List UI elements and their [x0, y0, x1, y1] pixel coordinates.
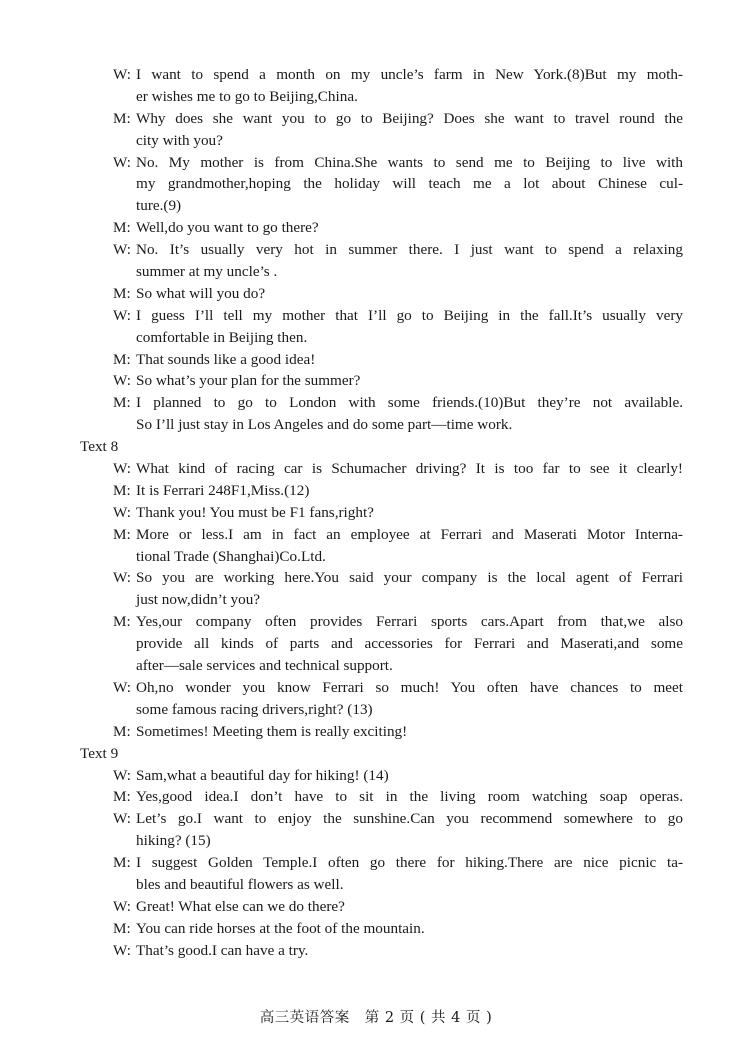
speaker-label: W: — [113, 306, 131, 324]
speaker-label: M: — [113, 284, 131, 302]
dialogue-text: Oh,no wonder you know Ferrari so much! You often have chances to meet — [136, 678, 683, 696]
speaker-label: W: — [113, 569, 131, 587]
dialogue-line — [0, 808, 752, 830]
dialogue-text: So I’ll just stay in Los Angeles and do some part—time work. — [136, 416, 513, 434]
dialogue-continuation — [0, 86, 752, 108]
dialogue-line — [0, 786, 752, 808]
dialogue-text: hiking? (15) — [136, 832, 211, 850]
dialogue-continuation — [0, 195, 752, 217]
speaker-label: M: — [113, 481, 131, 499]
dialogue-line — [0, 283, 752, 305]
dialogue-line — [0, 349, 752, 371]
dialogue-line — [0, 458, 752, 480]
dialogue-text: bles and beautiful flowers as well. — [136, 875, 344, 893]
dialogue-line — [0, 765, 752, 787]
dialogue-line — [0, 64, 752, 86]
dialogue-continuation — [0, 633, 752, 655]
dialogue-text: Why does she want you to go to Beijing? Does she want to travel round the — [136, 109, 683, 127]
dialogue-text: So what will you do? — [136, 284, 266, 302]
dialogue-line — [0, 940, 752, 962]
dialogue-text: Sometimes! Meeting them is really exciting! — [136, 722, 408, 740]
dialogue-line — [0, 392, 752, 414]
speaker-label: M: — [113, 919, 131, 937]
speaker-label: M: — [113, 788, 131, 806]
speaker-label: W: — [113, 66, 131, 83]
speaker-label: W: — [113, 372, 131, 390]
dialogue-line — [0, 305, 752, 327]
dialogue-text: Let’s go.I want to enjoy the sunshine.Can you recommend somewhere to go — [136, 810, 683, 828]
page-footer: 高三英语答案 第 2 页 ( 共 4 页 ) — [259, 1010, 493, 1026]
dialogue-text: tional Trade (Shanghai)Co.Ltd. — [136, 547, 326, 565]
section-heading-text: Text 8 — [80, 438, 119, 456]
dialogue-text: Yes,our company often provides Ferrari sports cars.Apart from that,we also — [136, 613, 683, 631]
dialogue-continuation — [0, 830, 752, 852]
dialogue-text: Well,do you want to go there? — [136, 219, 319, 237]
dialogue-line — [0, 918, 752, 940]
speaker-label: W: — [113, 503, 131, 521]
section-heading-text: Text 9 — [80, 744, 119, 762]
speaker-label: M: — [113, 854, 131, 872]
dialogue-line — [0, 611, 752, 633]
dialogue-text: No. My mother is from China.She wants to send me to Beijing to live with — [136, 153, 683, 171]
dialogue-line — [0, 480, 752, 502]
dialogue-line — [0, 524, 752, 546]
speaker-label: M: — [113, 109, 131, 127]
dialogue-line — [0, 852, 752, 874]
dialogue-text: some famous racing drivers,right? (13) — [136, 700, 373, 718]
section-heading — [0, 743, 752, 765]
dialogue-line — [0, 721, 752, 743]
dialogue-line — [0, 152, 752, 174]
dialogue-line — [0, 677, 752, 699]
dialogue-continuation — [0, 874, 752, 896]
speaker-label: W: — [113, 678, 131, 696]
speaker-label: M: — [113, 219, 131, 237]
dialogue-text: That sounds like a good idea! — [136, 350, 316, 368]
dialogue-text: just now,didn’t you? — [136, 591, 261, 609]
dialogue-text: It is Ferrari 248F1,Miss.(12) — [136, 481, 310, 499]
dialogue-text: I want to spend a month on my uncle’s farm in New York.(8)But my moth- — [136, 66, 683, 83]
dialogue-line — [0, 239, 752, 261]
dialogue-text: Sam,what a beautiful day for hiking! (14) — [136, 766, 389, 784]
section-heading — [0, 436, 752, 458]
dialogue-text: More or less.I am in fact an employee at Ferrari and Maserati Motor Interna- — [136, 525, 683, 543]
dialogue-text: er wishes me to go to Beijing,China. — [136, 87, 358, 105]
dialogue-text: ture.(9) — [136, 197, 182, 215]
dialogue-continuation — [0, 546, 752, 568]
speaker-label: W: — [113, 766, 131, 784]
dialogue-text: city with you? — [136, 131, 223, 149]
dialogue-line — [0, 502, 752, 524]
speaker-label: W: — [113, 153, 131, 171]
document-body — [0, 64, 752, 962]
dialogue-text: provide all kinds of parts and accessories for Ferrari and Maserati,and some — [136, 635, 683, 653]
dialogue-text: Yes,good idea.I don’t have to sit in the living room watching soap operas. — [136, 788, 683, 806]
speaker-label: W: — [113, 941, 131, 959]
dialogue-text: So you are working here.You said your company is the local agent of Ferrari — [136, 569, 683, 587]
speaker-label: W: — [113, 460, 131, 478]
dialogue-text: comfortable in Beijing then. — [136, 328, 308, 346]
dialogue-text: my grandmother,hoping the holiday will teach me a lot about Chinese cul- — [136, 175, 683, 193]
speaker-label: W: — [113, 897, 131, 915]
dialogue-line — [0, 108, 752, 130]
speaker-label: M: — [113, 613, 131, 631]
dialogue-text: summer at my uncle’s . — [136, 263, 278, 281]
dialogue-continuation — [0, 173, 752, 195]
dialogue-continuation — [0, 589, 752, 611]
speaker-label: M: — [113, 525, 131, 543]
dialogue-line — [0, 217, 752, 239]
speaker-label: M: — [113, 350, 131, 368]
dialogue-text: I guess I’ll tell my mother that I’ll go to Beijing in the fall.It’s usually very — [136, 306, 683, 324]
dialogue-text: No. It’s usually very hot in summer there. I just want to spend a relaxing — [136, 241, 683, 259]
dialogue-text: after—sale services and technical support. — [136, 657, 393, 675]
dialogue-continuation — [0, 327, 752, 349]
dialogue-line — [0, 896, 752, 918]
dialogue-line — [0, 370, 752, 392]
dialogue-text: That’s good.I can have a try. — [136, 941, 309, 959]
dialogue-continuation — [0, 699, 752, 721]
dialogue-continuation — [0, 261, 752, 283]
dialogue-text: I suggest Golden Temple.I often go there for hiking.There are nice picnic ta- — [136, 854, 683, 872]
dialogue-continuation — [0, 655, 752, 677]
dialogue-text: Great! What else can we do there? — [136, 897, 345, 915]
dialogue-continuation — [0, 130, 752, 152]
dialogue-text: You can ride horses at the foot of the mountain. — [136, 919, 425, 937]
dialogue-text: Thank you! You must be F1 fans,right? — [136, 503, 374, 521]
speaker-label: W: — [113, 241, 131, 259]
speaker-label: M: — [113, 722, 131, 740]
dialogue-text: So what’s your plan for the summer? — [136, 372, 361, 390]
speaker-label: W: — [113, 810, 131, 828]
dialogue-continuation — [0, 414, 752, 436]
speaker-label: M: — [113, 394, 131, 412]
dialogue-line — [0, 567, 752, 589]
dialogue-text: What kind of racing car is Schumacher driving? It is too far to see it clearly! — [136, 460, 683, 478]
dialogue-text: I planned to go to London with some friends.(10)But they’re not available. — [136, 394, 683, 412]
